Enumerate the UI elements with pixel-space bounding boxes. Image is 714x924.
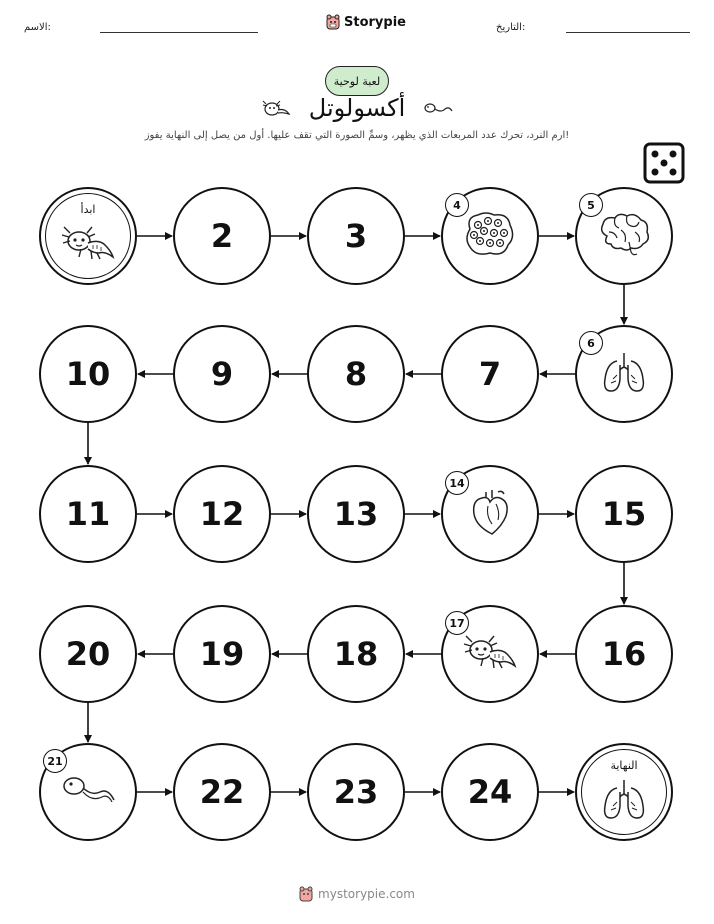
square-number: 13 — [333, 495, 379, 533]
square-number: 3 — [344, 217, 368, 255]
square-number: 23 — [333, 773, 379, 811]
square-number: 11 — [65, 495, 111, 533]
square-number: 12 — [199, 495, 245, 533]
board-square — [441, 605, 539, 703]
board-square — [575, 187, 673, 285]
board-square — [173, 325, 271, 423]
square-number: 10 — [65, 355, 111, 393]
board-square — [173, 605, 271, 703]
board-square — [307, 743, 405, 841]
square-number: 8 — [344, 355, 368, 393]
square-number-badge: 17 — [445, 611, 469, 635]
board-square — [173, 465, 271, 563]
board-square — [39, 187, 137, 285]
board-square — [39, 605, 137, 703]
board-square — [441, 465, 539, 563]
square-number: 24 — [467, 773, 513, 811]
lungs-icon — [599, 776, 649, 826]
square-number-badge: 5 — [579, 193, 603, 217]
square-number: 22 — [199, 773, 245, 811]
board-square — [441, 325, 539, 423]
category-badge: لعبة لوحية — [325, 66, 389, 96]
board-square — [575, 605, 673, 703]
footer-url[interactable]: mystorypie.com — [318, 887, 415, 901]
end-label: النهاية — [610, 759, 638, 772]
footer — [0, 886, 714, 902]
square-number: 9 — [210, 355, 234, 393]
board-square — [575, 465, 673, 563]
eggs-icon — [462, 209, 518, 263]
board-square — [307, 187, 405, 285]
axolotl-icon — [61, 223, 115, 267]
board-square — [39, 743, 137, 841]
square-number: 2 — [210, 217, 234, 255]
square-number-badge: 6 — [579, 331, 603, 355]
square-number: 19 — [199, 635, 245, 673]
square-number: 20 — [65, 635, 111, 673]
square-number: 7 — [478, 355, 502, 393]
square-number: 16 — [601, 635, 647, 673]
board-square — [173, 743, 271, 841]
square-number-badge: 21 — [43, 749, 67, 773]
square-number-badge: 14 — [445, 471, 469, 495]
board-square — [441, 743, 539, 841]
page-title-text: أكسولوتل — [308, 94, 406, 122]
brand-name: Storypie — [344, 14, 406, 30]
tadpole-icon — [60, 772, 116, 812]
board-square — [575, 743, 673, 841]
board-square — [39, 325, 137, 423]
lungs-icon — [599, 349, 649, 399]
board-square — [307, 465, 405, 563]
axolotl-icon — [463, 632, 517, 676]
board-square — [575, 325, 673, 423]
board-square — [441, 187, 539, 285]
square-number-badge: 4 — [445, 193, 469, 217]
square-number: 18 — [333, 635, 379, 673]
name-label: الاسم: — [24, 22, 51, 33]
heart-icon — [468, 486, 512, 542]
start-label: ابدأ — [80, 203, 96, 216]
board-square — [307, 605, 405, 703]
board-square — [39, 465, 137, 563]
storypie-footer-icon — [299, 886, 313, 902]
board-square — [307, 325, 405, 423]
date-label: التاريخ: — [496, 22, 526, 33]
square-number: 15 — [601, 495, 647, 533]
instructions: ارم النرد، تحرك عدد المربعات الذي يظهر، وسمِّ الصورة التي تقف عليها. أول من يصل إلى النهاية يفوز! — [144, 130, 570, 141]
brain-icon — [597, 212, 651, 260]
board-square — [173, 187, 271, 285]
